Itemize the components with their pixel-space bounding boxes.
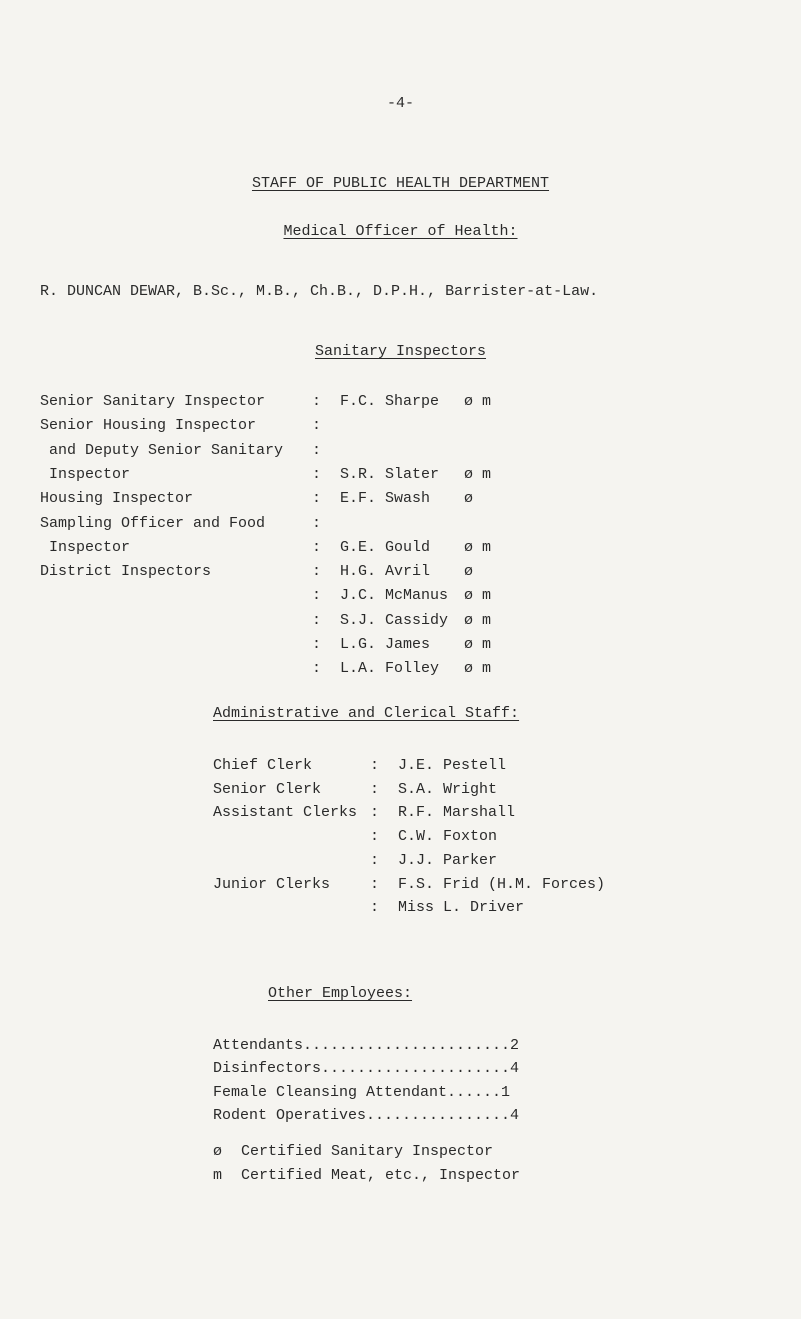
sanitary-row-label: Senior Sanitary Inspector <box>40 393 266 410</box>
admin-row-label: Chief Clerk <box>213 757 313 774</box>
sanitary-row-label: Sampling Officer and Food <box>40 515 266 532</box>
sanitary-row-label: Inspector <box>40 539 131 556</box>
admin-row-name: C.W. Foxton <box>398 828 498 845</box>
admin-row-name: J.J. Parker <box>398 852 498 869</box>
admin-row-label: Junior Clerks <box>213 876 331 893</box>
sanitary-row-marks: ø m <box>464 660 492 677</box>
sanitary-row-label: Inspector <box>40 466 131 483</box>
sanitary-row-colon: : <box>312 442 322 459</box>
legend-symbol: m <box>213 1167 223 1184</box>
sanitary-row-label: District Inspectors <box>40 563 212 580</box>
admin-row-name: R.F. Marshall <box>398 804 516 821</box>
sanitary-row-label: Housing Inspector <box>40 490 194 507</box>
sanitary-row-marks: ø m <box>464 466 492 483</box>
sanitary-row-colon: : <box>312 636 322 653</box>
sanitary-row-name: G.E. Gould <box>340 539 431 556</box>
other-row: Disinfectors.....................4 <box>213 1060 520 1077</box>
admin-row-colon: : <box>370 781 380 798</box>
sanitary-row-marks: ø m <box>464 539 492 556</box>
admin-row-colon: : <box>370 804 380 821</box>
admin-row-name: F.S. Frid (H.M. Forces) <box>398 876 606 893</box>
admin-row-colon: : <box>370 876 380 893</box>
sanitary-row-name: J.C. McManus <box>340 587 449 604</box>
admin-row-name: S.A. Wright <box>398 781 498 798</box>
admin-row-label: Senior Clerk <box>213 781 322 798</box>
sanitary-row-name: F.C. Sharpe <box>340 393 440 410</box>
admin-row-name: J.E. Pestell <box>398 757 507 774</box>
sanitary-row-colon: : <box>312 393 322 410</box>
admin-heading: Administrative and Clerical Staff: <box>213 705 520 722</box>
sanitary-row-name: H.G. Avril <box>340 563 431 580</box>
admin-row-name: Miss L. Driver <box>398 899 525 916</box>
other-row: Rodent Operatives................4 <box>213 1107 520 1124</box>
sanitary-row-marks: ø m <box>464 393 492 410</box>
sanitary-row-colon: : <box>312 417 322 434</box>
sanitary-row-colon: : <box>312 563 322 580</box>
sanitary-row-label: and Deputy Senior Sanitary <box>40 442 284 459</box>
sanitary-row-colon: : <box>312 490 322 507</box>
sanitary-row-marks: ø m <box>464 612 492 629</box>
page-number: -4- <box>386 95 414 112</box>
legend-symbol: ø <box>213 1143 223 1160</box>
sanitary-row-marks: ø m <box>464 636 492 653</box>
legend-text: Certified Sanitary Inspector <box>241 1143 494 1160</box>
sanitary-row-colon: : <box>312 466 322 483</box>
sanitary-row-name: S.J. Cassidy <box>340 612 449 629</box>
sanitary-row-name: E.F. Swash <box>340 490 431 507</box>
admin-row-colon: : <box>370 852 380 869</box>
sanitary-row-colon: : <box>312 587 322 604</box>
sanitary-row-colon: : <box>312 612 322 629</box>
sanitary-row-marks: ø m <box>464 587 492 604</box>
page-title: STAFF OF PUBLIC HEALTH DEPARTMENT <box>251 175 550 192</box>
admin-row-colon: : <box>370 899 380 916</box>
admin-row-colon: : <box>370 757 380 774</box>
legend-text: Certified Meat, etc., Inspector <box>241 1167 521 1184</box>
admin-row-label: Assistant Clerks <box>213 804 358 821</box>
other-row: Female Cleansing Attendant......1 <box>213 1084 511 1101</box>
moh-name: R. DUNCAN DEWAR, B.Sc., M.B., Ch.B., D.P.H., Barrister-at-Law. <box>40 283 599 300</box>
sanitary-row-name: L.A. Folley <box>340 660 440 677</box>
sanitary-row-label: Senior Housing Inspector <box>40 417 257 434</box>
sanitary-row-colon: : <box>312 660 322 677</box>
sanitary-row-marks: ø <box>464 563 474 580</box>
sanitary-row-marks: ø <box>464 490 474 507</box>
sanitary-row-colon: : <box>312 539 322 556</box>
admin-row-colon: : <box>370 828 380 845</box>
sanitary-heading: Sanitary Inspectors <box>314 343 487 360</box>
moh-heading: Medical Officer of Health: <box>283 223 518 240</box>
sanitary-row-name: S.R. Slater <box>340 466 440 483</box>
other-row: Attendants.......................2 <box>213 1037 520 1054</box>
sanitary-row-colon: : <box>312 515 322 532</box>
other-heading: Other Employees: <box>268 985 413 1002</box>
sanitary-row-name: L.G. James <box>340 636 431 653</box>
